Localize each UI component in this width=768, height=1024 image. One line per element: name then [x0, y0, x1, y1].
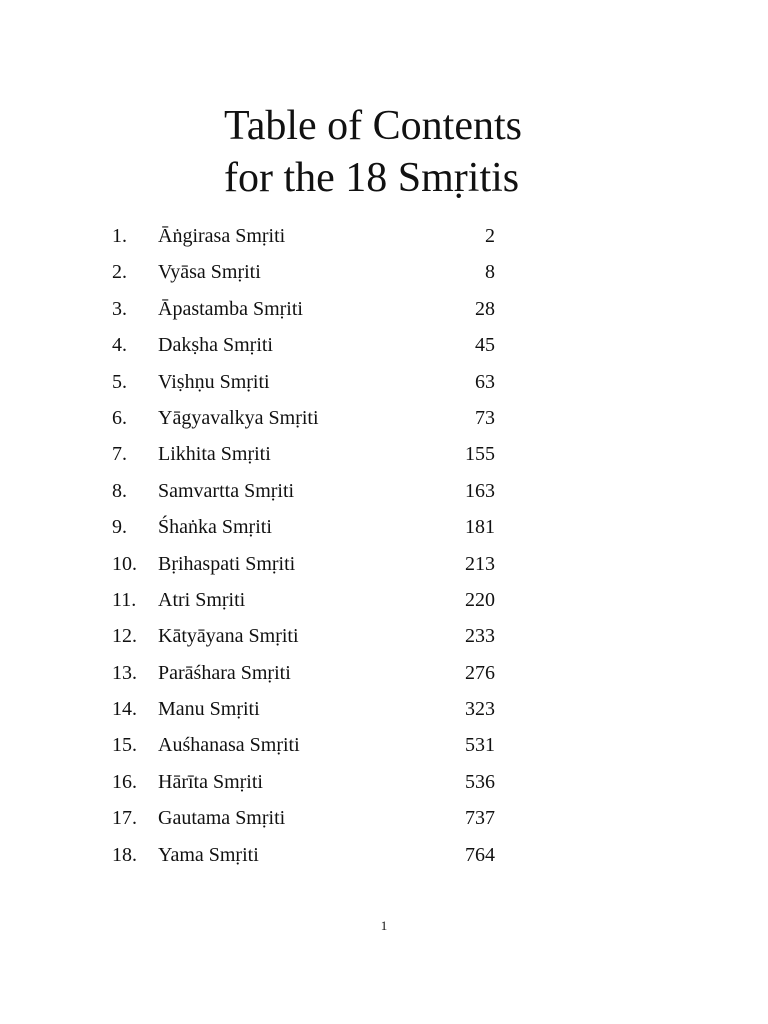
entry-page-number: 2 [485, 225, 495, 247]
entry-number: 13. [112, 661, 137, 684]
entry-number: 18. [112, 843, 137, 866]
toc-entry[interactable] [112, 837, 512, 873]
entry-page-number: 163 [465, 479, 495, 502]
entry-title: Yama Smṛiti [158, 843, 259, 866]
toc-entry[interactable] [112, 546, 512, 582]
entry-title: Āpastamba Smṛiti [158, 297, 303, 320]
entry-title: Hārīta Smṛiti [158, 770, 263, 793]
entry-number: 4. [112, 334, 127, 357]
entry-title: Āṅgirasa Smṛiti [158, 225, 286, 247]
toc-entry[interactable] [112, 218, 512, 254]
entry-page-number: 323 [465, 698, 495, 721]
toc-entry[interactable] [112, 764, 512, 800]
entry-title: Samvartta Smṛiti [158, 479, 295, 502]
table-of-contents [112, 218, 512, 873]
entry-number: 7. [112, 443, 127, 466]
entry-title: Vyāsa Smṛiti [158, 261, 261, 284]
entry-title: Viṣhṇu Smṛiti [158, 370, 270, 393]
toc-entry[interactable] [112, 436, 512, 472]
toc-entry[interactable] [112, 655, 512, 691]
entry-number: 15. [112, 734, 137, 757]
entry-number: 5. [112, 370, 127, 393]
entry-page-number: 63 [475, 370, 495, 393]
entry-title: Yāgyavalkya Smṛiti [158, 406, 319, 429]
entry-number: 16. [112, 770, 137, 793]
entry-page-number: 28 [475, 297, 495, 320]
toc-entry[interactable] [112, 473, 512, 509]
entry-number: 6. [112, 406, 127, 429]
toc-entry[interactable] [112, 800, 512, 836]
entry-page-number: 181 [465, 516, 495, 539]
entry-page-number: 213 [465, 552, 495, 575]
entry-page-number: 233 [465, 625, 495, 648]
entry-page-number: 764 [465, 843, 495, 866]
entry-title: Manu Smṛiti [158, 698, 260, 721]
entry-page-number: 73 [475, 406, 495, 429]
toc-entry[interactable] [112, 727, 512, 763]
entry-number: 11. [112, 588, 137, 611]
page-title [224, 100, 624, 204]
toc-entry[interactable] [112, 327, 512, 363]
toc-entry[interactable] [112, 291, 512, 327]
toc-entry[interactable] [112, 364, 512, 400]
entry-number: 9. [112, 516, 127, 539]
entry-page-number: 276 [465, 661, 495, 684]
entry-page-number: 536 [465, 770, 495, 793]
page-number: 1 [380, 918, 388, 933]
entry-page-number: 155 [465, 443, 495, 466]
entry-page-number: 220 [465, 588, 495, 611]
page-title-line-2: for the 18 Smṛitis [224, 155, 520, 201]
entry-page-number: 8 [485, 261, 495, 284]
page-title-line-1: Table of Contents [224, 103, 522, 149]
entry-number: 8. [112, 479, 127, 502]
toc-entry[interactable] [112, 400, 512, 436]
toc-entry[interactable] [112, 618, 512, 654]
entry-title: Auśhanasa Smṛiti [158, 734, 300, 757]
toc-entry[interactable] [112, 254, 512, 290]
entry-page-number: 737 [465, 807, 495, 830]
entry-title: Dakṣha Smṛiti [158, 334, 273, 357]
toc-entry[interactable] [112, 582, 512, 618]
entry-number: 10. [112, 552, 137, 575]
entry-number: 3. [112, 297, 127, 320]
entry-number: 14. [112, 698, 137, 721]
entry-page-number: 45 [475, 334, 495, 357]
entry-title: Atri Smṛiti [158, 588, 246, 611]
entry-title: Śhaṅka Smṛiti [158, 516, 272, 539]
entry-title: Parāśhara Smṛiti [158, 661, 291, 684]
entry-number: 12. [112, 625, 137, 648]
entry-number: 17. [112, 807, 137, 830]
entry-title: Kātyāyana Smṛiti [158, 625, 299, 648]
entry-page-number: 531 [465, 734, 495, 757]
entry-title: Likhita Smṛiti [158, 443, 271, 466]
toc-entry[interactable] [112, 691, 512, 727]
toc-entry[interactable] [112, 509, 512, 545]
entry-number: 1. [112, 225, 127, 247]
entry-title: Bṛihaspati Smṛiti [158, 552, 296, 575]
entry-number: 2. [112, 261, 127, 284]
entry-title: Gautama Smṛiti [158, 807, 286, 830]
